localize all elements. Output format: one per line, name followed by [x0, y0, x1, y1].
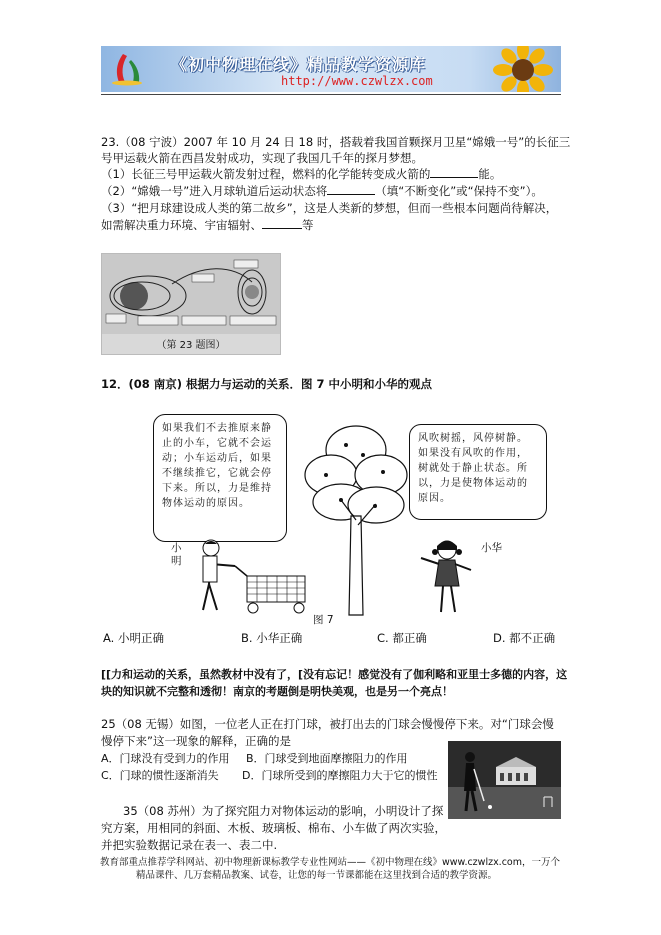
comment-line2: 块的知识就不完整和透彻！南京的考题倒是明快美观，也是另一个亮点！ — [101, 685, 453, 698]
q35-line2: 究方案，用相同的斜面、木板、玻璃板、棉布、小车做了两次实验， — [101, 821, 446, 835]
q23-blank-1[interactable] — [430, 166, 478, 178]
figure-7-label: 图 7 — [313, 614, 334, 626]
footer-line2: 精品课件、几万套精品教案、试卷，让您的每一节课都能在这里找到合适的教学资源。 — [136, 870, 498, 881]
xiaoming-cart-figure — [187, 538, 317, 618]
comment-line1: [[力和运动的关系，虽然教材中没有了，[没有忘记！感觉没有了伽利略和亚里士多德的内容，这 — [101, 668, 568, 681]
tree-icon — [301, 420, 411, 620]
q23-figure-caption: （第 23 题图） — [156, 340, 226, 351]
q25-option-b[interactable]: B．门球受到地面摩擦阻力的作用 — [246, 752, 408, 765]
q12-figure — [101, 410, 561, 650]
banner-url[interactable]: http://www.czwlzx.com — [281, 74, 433, 88]
q23-line5: （3）“把月球建设成人类的第二故乡”，这是人类新的梦想，但而一些根本问题尚待解决， — [101, 201, 558, 215]
q23-line2: 号甲运载火箭在西昌发射成功，实现了我国几千年的探月梦想。 — [101, 151, 423, 165]
q12-option-a[interactable]: A. 小明正确 — [103, 631, 164, 645]
q23-blank-3[interactable] — [262, 217, 302, 229]
xiaoming-label: 小明 — [171, 542, 182, 567]
q23-line3-text: （1）长征三号甲运载火箭发射过程，燃料的化学能转变成火箭的 — [101, 167, 431, 181]
q23-figure — [101, 253, 281, 355]
q35-line1 — [101, 803, 443, 819]
footer-line1: 教育部重点推荐学科网站、初中物理新课标教学专业性网站——《初中物理在线》www.czwlzx.com，一万个 — [100, 857, 560, 868]
q12-option-b[interactable]: B. 小华正确 — [241, 631, 303, 645]
q23-line3 — [101, 166, 501, 182]
q25-option-a[interactable]: A．门球没有受到力的作用 — [101, 752, 230, 765]
q23-line1: 23.（08 宁波）2007 年 10 月 24 日 18 时，搭载着我国首颗探月卫星“嫦娥一号”的长征三 — [101, 135, 571, 149]
q23-blank-2[interactable] — [327, 183, 375, 195]
q23-line4-end: （填“不断变化”或“保持不变”）。 — [375, 184, 543, 198]
xiaohua-figure — [417, 538, 477, 618]
q23-line6-text: 如需解决重力环境、宇宙辐射、 — [101, 218, 262, 232]
q23-line6-end: 等 — [302, 218, 314, 232]
q23-line4-text: （2）“嫦娥一号”进入月球轨道后运动状态将 — [101, 184, 328, 198]
q12-option-d[interactable]: D. 都不正确 — [493, 631, 556, 645]
q25-line1: 25（08 无锡）如图，一位老人正在打门球，被打出去的门球会慢慢停下来。对“门球会慢 — [101, 717, 554, 731]
q12-heading: 12．(08 南京) 根据力与运动的关系．图 7 中小明和小华的观点 — [101, 377, 433, 391]
header-banner — [101, 46, 561, 92]
q25-option-c[interactable]: C．门球的惯性逐渐消失 — [101, 769, 219, 782]
q25-option-d[interactable]: D．门球所受到的摩擦阻力大于它的惯性 — [242, 769, 438, 782]
q35-line3: 并把实验数据记录在表一、表二中. — [101, 838, 278, 852]
xiaohua-label: 小华 — [481, 542, 502, 554]
site-logo-icon — [109, 52, 143, 86]
lunar-orbit-diagram — [102, 254, 280, 334]
xiaoming-speech-bubble: 如果我们不去推原来静止的小车，它就不会运动；小车运动后，如果不继续推它，它就会停下来。所以，力是维持物体运动的原因。 — [153, 414, 287, 542]
q12-option-c[interactable]: C. 都正确 — [377, 631, 427, 645]
q23-line3-end: 能。 — [478, 167, 502, 181]
q25-line2: 慢停下来”这一现象的解释，正确的是 — [101, 734, 291, 748]
q35-line1-text: 35（08 苏州）为了探究阻力对物体运动的影响，小明设计了探 — [123, 804, 444, 818]
q23-line4 — [101, 183, 543, 199]
gateball-photo — [448, 741, 561, 819]
sunflower-icon — [493, 46, 553, 92]
banner-title: 《初中物理在线》精品教学资源库 — [171, 55, 427, 74]
xiaohua-speech-bubble: 风吹树摇，风停树静。如果没有风吹的作用，树就处于静止状态。所以，力是使物体运动的原因。 — [409, 424, 547, 520]
q23-line6 — [101, 217, 314, 233]
header-rule — [101, 94, 561, 95]
